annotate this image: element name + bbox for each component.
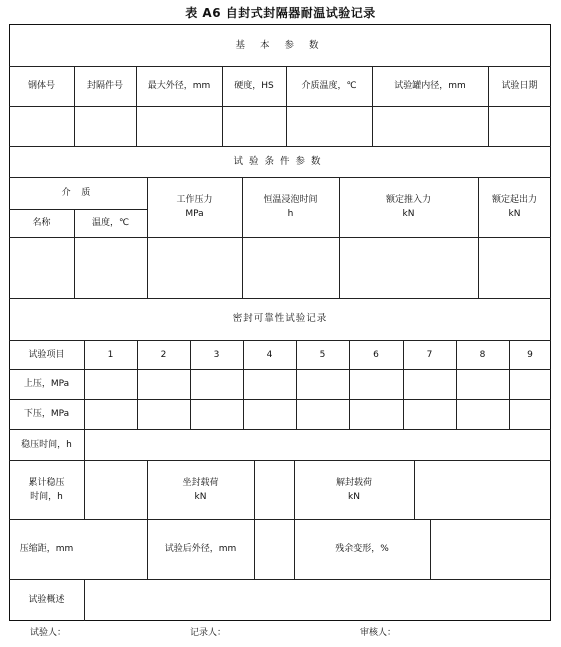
soak-time-unit: h: [287, 209, 294, 219]
label-cumulative-hold-time: [9, 460, 84, 519]
cum-time-line1: 累计稳压: [28, 477, 65, 488]
label-residual-deformation: 残余变形，%: [335, 544, 389, 554]
divider: [9, 237, 551, 238]
work-pressure-unit: MPa: [185, 209, 204, 219]
footer-tester: 试验人：: [30, 628, 67, 638]
section-seal-reliability: 密封可靠性试验记录: [232, 313, 328, 324]
footer-reviewer: 审核人：: [360, 628, 397, 638]
header-hardness: 硬度，HS: [234, 81, 274, 91]
header-test-item: 试验项目: [28, 349, 65, 360]
row-upper-pressure: 上压，MPa: [23, 379, 70, 389]
unset-load-unit: kN: [348, 491, 360, 502]
footer-recorder: 记录人：: [190, 628, 227, 638]
label-unsetting-load: [294, 460, 414, 519]
column-number: 1: [107, 349, 114, 360]
divider: [9, 399, 551, 400]
divider: [9, 106, 551, 107]
divider: [9, 429, 551, 430]
divider: [430, 519, 431, 579]
header-medium-temp: 温度，℃: [91, 218, 130, 228]
set-load-unit: kN: [194, 491, 207, 502]
header-max-od: 最大外径，mm: [147, 81, 211, 91]
pull-force-label: 额定起出力: [491, 195, 537, 205]
label-compression-distance: 压缩距，mm: [19, 544, 74, 554]
row-lower-pressure: 下压，MPa: [23, 409, 70, 419]
column-number: 4: [266, 349, 273, 360]
divider: [9, 460, 551, 461]
column-number: 8: [479, 349, 486, 360]
label-test-summary: 试验概述: [28, 595, 65, 605]
header-test-date: 试验日期: [501, 81, 538, 91]
divider: [414, 460, 415, 519]
header-pull-force: [478, 177, 551, 237]
label-setting-load: [147, 460, 254, 519]
divider: [254, 460, 255, 579]
section-test-conditions: 试验条件参数: [233, 155, 327, 167]
divider: [9, 369, 551, 370]
divider: [9, 579, 551, 580]
header-packer-element-number: 封隔件号: [86, 81, 123, 91]
set-load-label: 坐封载荷: [182, 477, 219, 488]
header-work-pressure: [147, 177, 242, 237]
header-body-number: 钢体号: [27, 81, 55, 91]
unset-load-label: 解封载荷: [335, 477, 372, 488]
header-medium: 介 质: [61, 188, 95, 198]
column-number: 7: [426, 349, 433, 360]
header-vessel-id: 试验罐内径，mm: [394, 81, 466, 91]
cum-time-line2: 时间，h: [30, 491, 63, 502]
column-number: 3: [213, 349, 220, 360]
header-soak-time: [242, 177, 339, 237]
section-basic-parameters: 基 本 参 数: [235, 40, 325, 51]
column-number: 5: [319, 349, 326, 360]
work-pressure-label: 工作压力: [176, 195, 213, 205]
column-number: 6: [373, 349, 379, 360]
push-force-label: 额定推入力: [385, 195, 431, 205]
table-title: 表 A6 自封式封隔器耐温试验记录: [185, 6, 376, 20]
column-number: 2: [160, 349, 167, 360]
pull-force-unit: kN: [508, 209, 521, 219]
row-holding-time: 稳压时间，h: [21, 439, 72, 450]
header-medium-name: 名称: [32, 218, 51, 228]
divider: [9, 519, 551, 520]
label-post-test-od: 试验后外径，mm: [164, 544, 237, 554]
soak-time-label: 恒温浸泡时间: [263, 195, 318, 205]
divider: [84, 579, 85, 621]
header-medium-temperature: 介质温度，℃: [301, 81, 357, 91]
column-number: 9: [527, 349, 533, 360]
push-force-unit: kN: [402, 209, 415, 219]
header-push-force: [339, 177, 478, 237]
